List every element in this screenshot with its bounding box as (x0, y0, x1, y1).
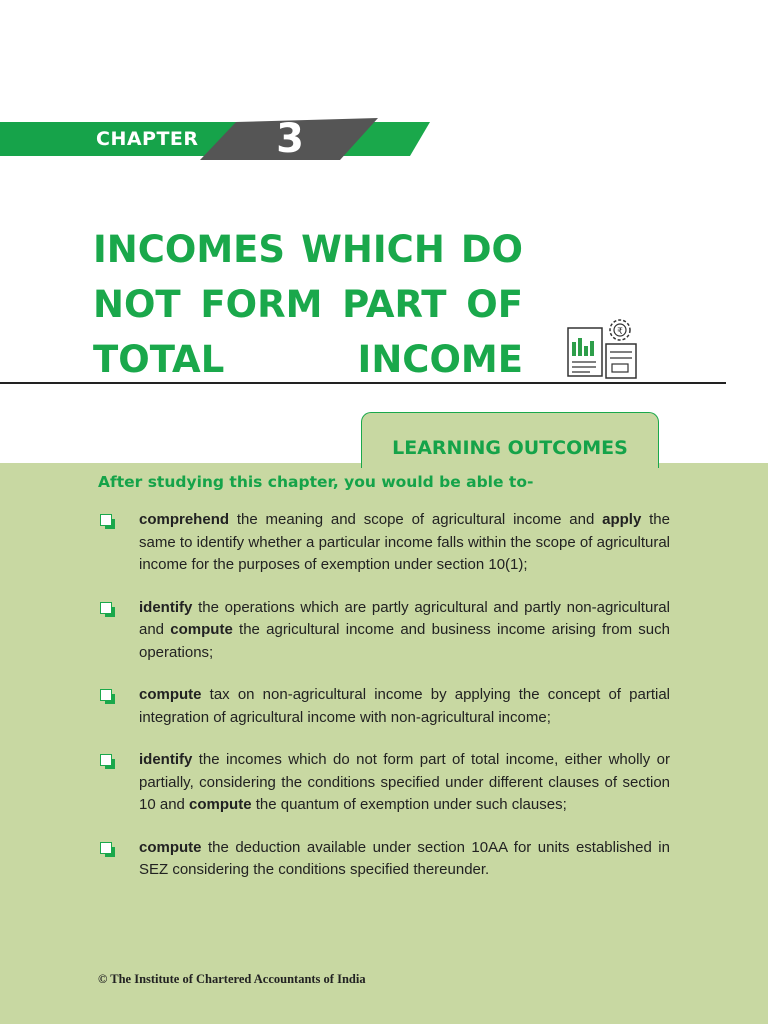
checkbox-bullet-icon (100, 602, 112, 614)
checkbox-bullet-icon (100, 514, 112, 526)
outcome-keyword: compute (170, 621, 233, 638)
learning-outcome-item (0, 837, 670, 882)
learning-outcome-item (0, 749, 670, 817)
learning-outcomes-list (0, 509, 768, 902)
outcome-keyword: compute (189, 796, 252, 813)
footer-copyright: © The Institute of Chartered Accountants of India (98, 972, 366, 986)
chapter-banner-shape (0, 118, 430, 160)
chapter-title-line: INCOMES WHICH DO (93, 228, 523, 271)
outcome-text: the deduction available under section 10AA for units established in SEZ considering the conditions specified thereunder. (139, 838, 670, 878)
checkbox-bullet-icon (100, 689, 112, 701)
chapter-banner (0, 118, 430, 160)
chapter-number: 3 (276, 116, 304, 162)
svg-text:₹: ₹ (617, 327, 623, 337)
chapter-title-line: NOT FORM PART OF (93, 283, 523, 326)
chapter-label: CHAPTER (96, 128, 199, 150)
outcome-text: the operations which are partly agricultural and partly non-agricultural and (139, 598, 670, 638)
title-divider (0, 382, 726, 384)
outcome-text: tax on non-agricultural income by applying the concept of partial integration of agricultural income with non-agricultural income; (139, 686, 670, 726)
outcome-keyword: compute (139, 838, 202, 856)
learning-outcome-item (0, 509, 670, 577)
learning-outcome-item (0, 597, 670, 665)
outcome-keyword: identify (139, 598, 193, 616)
chapter-title-line: TOTAL INCOME (93, 338, 523, 381)
learning-outcomes-panel (0, 463, 768, 1024)
outcome-keyword: apply (602, 511, 642, 528)
learning-outcome-item (0, 684, 670, 729)
learning-outcomes-tab (361, 412, 659, 468)
learning-outcomes-intro: After studying this chapter, you would be able to- (98, 473, 534, 491)
outcome-keyword: compute (139, 686, 202, 703)
checkbox-bullet-icon (100, 842, 112, 854)
checkbox-bullet-icon (100, 754, 112, 766)
chapter-title (93, 222, 523, 387)
outcome-keyword: comprehend (139, 511, 230, 528)
outcome-text: the meaning and scope of agricultural income and (229, 511, 603, 528)
outcome-text: the same to identify whether a particular income falls within the scope of agricultural income for the purposes of exemption under section 10(1); (139, 511, 670, 573)
outcome-text: the agricultural income and business income arising from such operations; (139, 621, 670, 661)
learning-outcomes-heading: LEARNING OUTCOMES (392, 437, 628, 459)
outcome-text: the quantum of exemption under such clauses; (251, 796, 567, 813)
outcome-text: the incomes which do not form part of total income, either wholly or partially, considering the conditions specified under different clauses of section 10 and (139, 751, 670, 813)
outcome-keyword: identify (139, 751, 193, 768)
report-chart-rupee-gear-icon (566, 316, 640, 380)
